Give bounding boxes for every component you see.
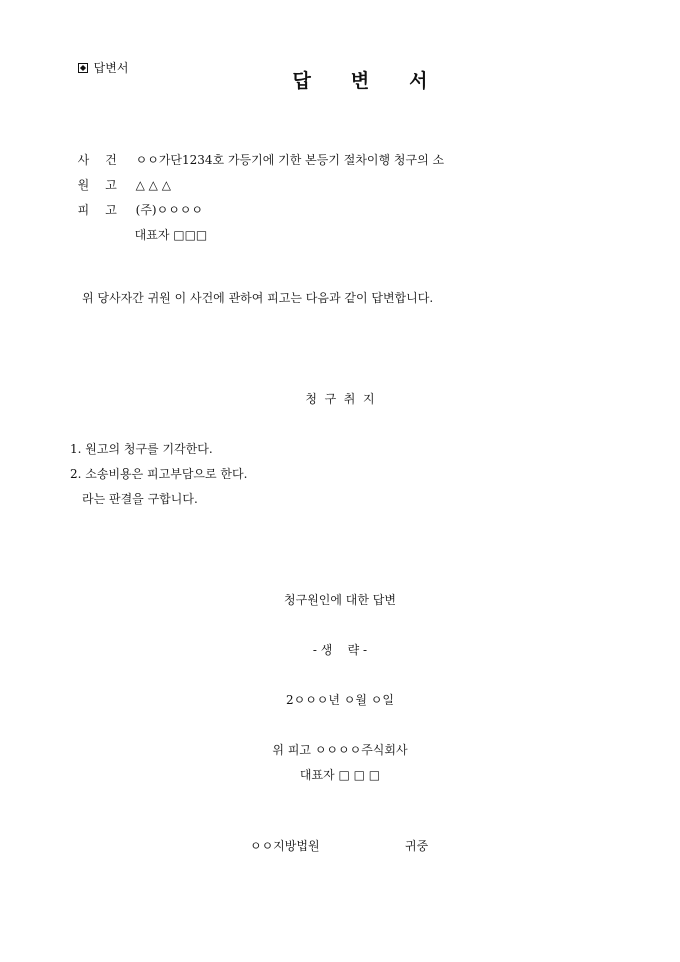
document-date: 2ㅇㅇㅇ년 ㅇ월 ㅇ일 <box>285 693 394 707</box>
claim-item: 2. 소송비용은 피고부담으로 한다. <box>70 467 248 481</box>
plaintiff-value: △ △ △ <box>135 178 171 192</box>
page-title: 답변서 <box>292 70 468 92</box>
answer-heading: 청구원인에 대한 답변 <box>284 593 396 607</box>
representative-value: 대표자 □□□ <box>134 228 208 242</box>
plaintiff-label: 원고 <box>77 178 133 192</box>
case-row <box>70 142 444 166</box>
case-value: ㅇㅇ가단1234호 가등기에 기한 본등기 절차이행 청구의 소 <box>135 153 445 167</box>
defendant-label: 피고 <box>77 203 133 217</box>
signature-representative: 대표자 □ □ □ <box>299 768 381 782</box>
plaintiff-row <box>70 167 171 191</box>
claim-item: 1. 원고의 청구를 기각한다. <box>70 442 213 456</box>
case-label: 사건 <box>77 153 133 167</box>
representative-row <box>127 217 207 241</box>
document-label <box>70 50 128 74</box>
document-label-text: 답변서 <box>93 61 129 75</box>
claim-heading: 청 구 취 지 <box>305 392 375 406</box>
defendant-value: (주)ㅇㅇㅇㅇ <box>135 203 203 217</box>
claim-closing: 라는 판결을 구합니다. <box>82 492 198 506</box>
omitted-note: - 생 략 - <box>312 643 368 657</box>
defendant-row <box>70 192 203 216</box>
intro-text: 위 당사자간 귀원 이 사건에 관하여 피고는 다음과 같이 답변합니다. <box>82 291 434 305</box>
court-name: ㅇㅇ지방법원 <box>250 839 320 853</box>
signature-company: 위 피고 ㅇㅇㅇㅇ주식회사 <box>272 743 408 757</box>
court-honorific: 귀중 <box>405 839 429 853</box>
